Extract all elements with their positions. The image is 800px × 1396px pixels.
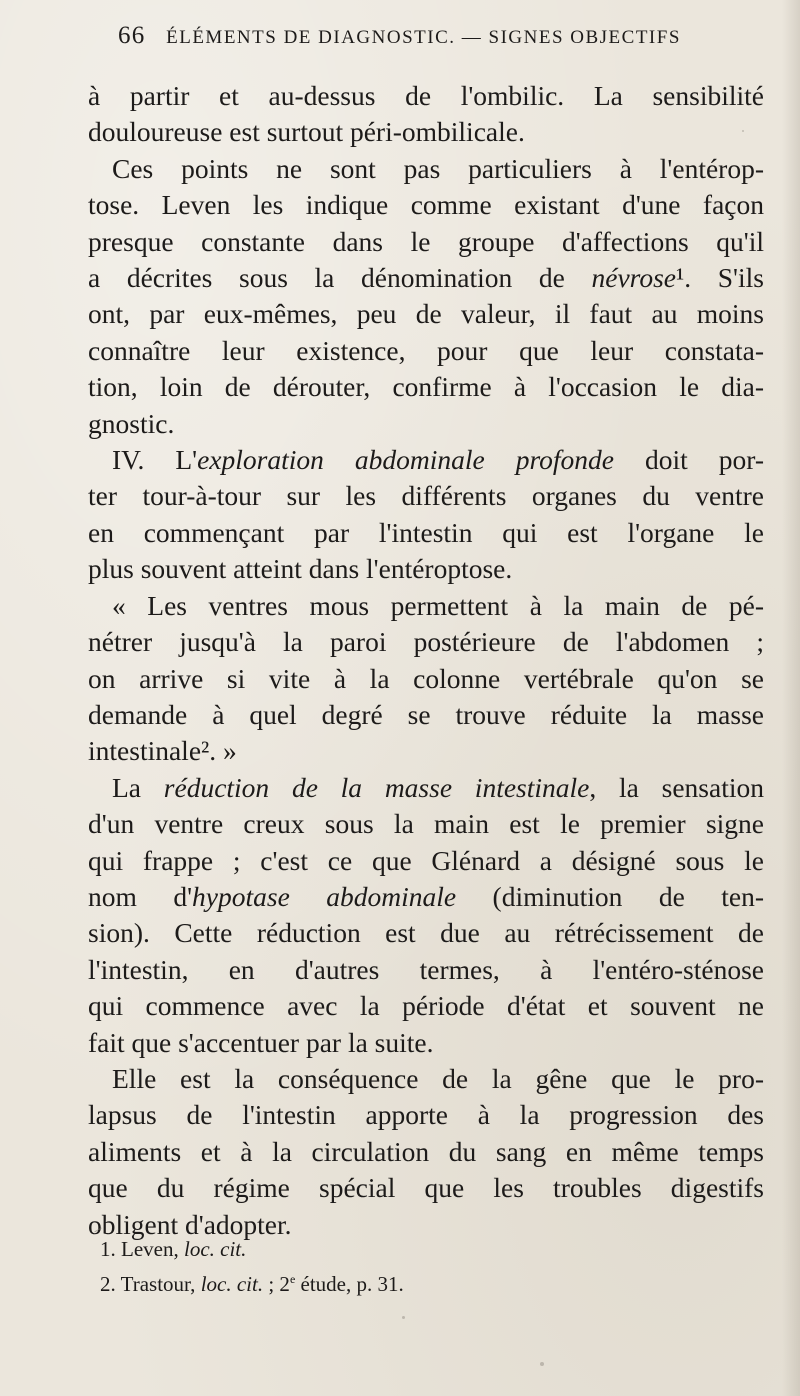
text-line: intestinale². »	[88, 735, 237, 767]
text-line: qui commence avec la période d'état et souvent ne	[88, 990, 764, 1022]
text-line: La réduction de la masse intestinale, la sensation	[112, 771, 764, 803]
text-line: Ces points ne sont pas particuliers à l'entérop-	[112, 152, 764, 184]
text-line: demande à quel degré se trouve réduite la masse	[88, 698, 764, 730]
text-line: aliments et à la circulation du sang en même temps	[88, 1135, 764, 1167]
text-line: fait que s'accentuer par la suite.	[88, 1026, 434, 1058]
text-line: IV. L'exploration abdominale profonde doit por-	[112, 444, 764, 476]
body-text	[88, 78, 764, 1243]
text-line: en commençant par l'intestin qui est l'organe le	[88, 516, 764, 548]
text-line: presque constante dans le groupe d'affections qu'il	[88, 225, 764, 257]
text-line: à partir et au-dessus de l'ombilic. La sensibilité	[88, 80, 764, 111]
paper-speck	[742, 130, 744, 132]
text-line: l'intestin, en d'autres termes, à l'entéro-sténose	[88, 953, 764, 985]
text-line: on arrive si vite à la colonne vertébrale qu'on se	[88, 662, 764, 694]
text-line: tion, loin de dérouter, confirme à l'occasion le dia-	[88, 371, 764, 403]
text-line: ter tour-à-tour sur les différents organes du ventre	[88, 480, 764, 512]
paper-speck	[540, 1362, 544, 1366]
text-line: obligent d'adopter.	[88, 1208, 292, 1240]
text-line: Elle est la conséquence de la gêne que le pro-	[112, 1062, 764, 1094]
footnote-1: 1. Leven, loc. cit.	[100, 1237, 247, 1261]
text-line: qui frappe ; c'est ce que Glénard a désigné sous le	[88, 844, 764, 876]
footnote-2: 2. Trastour, loc. cit. ; 2e étude, p. 31.	[100, 1272, 404, 1296]
text-line: « Les ventres mous permettent à la main de pé-	[112, 589, 764, 621]
footnotes	[100, 1234, 740, 1299]
running-head-title: ÉLÉMENTS DE DIAGNOSTIC. — SIGNES OBJECTIFS	[166, 27, 681, 48]
text-line: a décrites sous la dénomination de névrose¹. S'ils	[88, 262, 764, 294]
paper-speck	[612, 394, 614, 396]
text-line: ont, par eux-mêmes, peu de valeur, il faut au moins	[88, 298, 764, 330]
text-line: lapsus de l'intestin apporte à la progression des	[88, 1099, 764, 1131]
text-line: d'un ventre creux sous la main est le premier signe	[88, 808, 764, 840]
text-line: tose. Leven les indique comme existant d'une façon	[88, 189, 764, 221]
text-line: sion). Cette réduction est due au rétrécissement de	[88, 917, 764, 949]
page-edge-shadow	[782, 0, 800, 1396]
text-line: plus souvent atteint dans l'entéroptose.	[88, 553, 513, 585]
page-number: 66	[118, 22, 146, 49]
text-line: douloureuse est surtout péri-ombilicale.	[88, 116, 525, 148]
text-line: nom d'hypotase abdominale (diminution de ten-	[88, 880, 764, 912]
running-head	[118, 22, 758, 50]
text-line: connaître leur existence, pour que leur constata-	[88, 334, 764, 366]
text-line: gnostic.	[88, 407, 175, 439]
paper-speck	[402, 1316, 405, 1319]
text-line: que du régime spécial que les troubles digestifs	[88, 1172, 764, 1204]
text-line: nétrer jusqu'à la paroi postérieure de l'abdomen ;	[88, 626, 764, 658]
